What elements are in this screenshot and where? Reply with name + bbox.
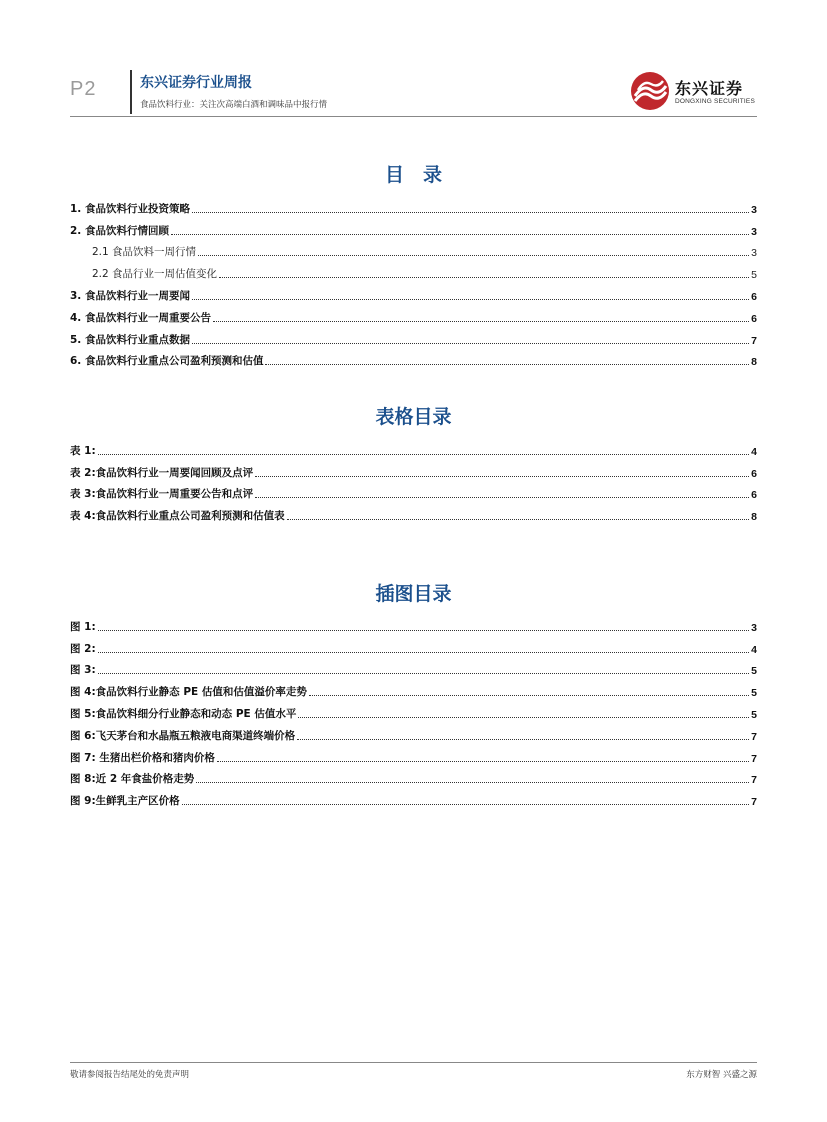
toc-leader-dots <box>98 672 749 674</box>
toc-leader-dots <box>182 803 749 805</box>
figure-toc-entry-label: 图 7: 生猪出栏价格和猪肉价格 <box>70 751 215 764</box>
figure-toc-entry[interactable] <box>70 765 757 787</box>
toc-leader-dots <box>217 760 749 762</box>
figure-toc-entry-page: 5 <box>751 687 757 700</box>
toc-leader-dots <box>98 629 749 631</box>
toc-entry-label: 2.2 食品行业一周估值变化 <box>92 268 218 281</box>
figure-toc-entry[interactable] <box>70 612 757 634</box>
figure-toc-entry[interactable] <box>70 677 757 699</box>
toc-leader-dots <box>255 475 749 477</box>
toc-subentry[interactable] <box>70 259 757 281</box>
toc-entry[interactable] <box>70 347 757 369</box>
toc-entry-label: 3. 食品饮料行业一周要闻 <box>70 289 190 302</box>
figure-toc-entry-page: 7 <box>751 796 757 809</box>
figure-toc-entry[interactable] <box>70 699 757 721</box>
toc-entry-page: 7 <box>751 334 757 347</box>
toc-leader-dots <box>213 320 749 322</box>
logo-english-name: DONGXING SECURITIES <box>675 98 756 105</box>
table-toc-entry[interactable] <box>70 458 757 480</box>
toc-entry[interactable] <box>70 216 757 238</box>
table-toc-entry-label: 表 3:食品饮料行业一周重要公告和点评 <box>70 488 254 501</box>
figure-toc-entry-page: 7 <box>751 752 757 765</box>
toc-list <box>70 194 757 368</box>
figure-toc-entry[interactable] <box>70 721 757 743</box>
table-toc-entry-label: 表 1: <box>70 444 96 457</box>
table-toc-entry[interactable] <box>70 501 757 523</box>
figure-toc-entry-page: 3 <box>751 621 757 634</box>
toc-entry-page: 3 <box>751 247 757 260</box>
toc-entry-label: 6. 食品饮料行业重点公司盈利预测和估值 <box>70 355 264 368</box>
toc-leader-dots <box>298 716 749 718</box>
toc-leader-dots <box>192 342 749 344</box>
footer-slogan: 东方财智 兴盛之源 <box>686 1070 757 1080</box>
table-toc-entry-page: 6 <box>751 467 757 480</box>
toc-entry-label: 4. 食品饮料行业一周重要公告 <box>70 311 211 324</box>
toc-leader-dots <box>198 254 749 256</box>
table-toc-entry[interactable] <box>70 436 757 458</box>
toc-entry-page: 6 <box>751 290 757 303</box>
table-toc-entry-page: 4 <box>751 445 757 458</box>
figures-toc-title: 插图目录 <box>375 583 452 605</box>
toc-title: 目 录 <box>384 164 442 186</box>
tables-toc-title: 表格目录 <box>375 406 452 428</box>
toc-leader-dots <box>171 233 749 235</box>
header-bottom-rule <box>70 116 757 117</box>
toc-entry[interactable] <box>70 303 757 325</box>
figure-toc-entry-page: 7 <box>751 730 757 743</box>
toc-leader-dots <box>192 211 749 213</box>
dongxing-logo <box>629 70 759 114</box>
toc-entry-label: 5. 食品饮料行业重点数据 <box>70 333 190 346</box>
toc-leader-dots <box>98 453 749 455</box>
figure-toc-entry-label: 图 1: <box>70 620 96 633</box>
toc-entry-label: 2. 食品饮料行情回顾 <box>70 224 169 237</box>
toc-entry-page: 3 <box>751 203 757 216</box>
table-toc-entry-page: 6 <box>751 489 757 502</box>
report-subtitle: 食品饮料行业：关注次高端白酒和调味品中报行情 <box>140 100 328 110</box>
figures-toc-list <box>70 612 757 808</box>
figure-toc-entry-page: 4 <box>751 643 757 656</box>
figure-toc-entry-page: 5 <box>751 708 757 721</box>
toc-leader-dots <box>196 781 749 783</box>
toc-leader-dots <box>192 298 749 300</box>
header-divider <box>130 70 132 114</box>
toc-entry[interactable] <box>70 281 757 303</box>
figure-toc-entry-label: 图 9:生鲜乳主产区价格 <box>70 795 180 808</box>
figure-toc-entry-label: 图 2: <box>70 642 96 655</box>
toc-leader-dots <box>297 738 749 740</box>
footer-disclaimer-note: 敬请参阅报告结尾处的免责声明 <box>70 1070 190 1080</box>
figure-toc-entry-label: 图 4:食品饮料行业静态 PE 估值和估值溢价率走势 <box>70 686 307 699</box>
toc-entry[interactable] <box>70 325 757 347</box>
figure-toc-entry[interactable] <box>70 786 757 808</box>
figure-toc-entry[interactable] <box>70 656 757 678</box>
figure-toc-entry[interactable] <box>70 634 757 656</box>
toc-leader-dots <box>219 276 749 278</box>
table-toc-entry-label: 表 2:食品饮料行业一周要闻回顾及点评 <box>70 466 254 479</box>
figure-toc-entry-label: 图 8:近 2 年食盐价格走势 <box>70 773 195 786</box>
footer-rule <box>70 1062 757 1063</box>
table-toc-entry[interactable] <box>70 480 757 502</box>
toc-entry-page: 8 <box>751 356 757 369</box>
toc-entry-label: 2.1 食品饮料一周行情 <box>92 246 197 259</box>
toc-leader-dots <box>255 496 749 498</box>
figure-toc-entry-label: 图 3: <box>70 664 96 677</box>
toc-entry-label: 1. 食品饮料行业投资策略 <box>70 202 190 215</box>
logo-chinese-name: 东兴证券 <box>675 79 744 98</box>
toc-leader-dots <box>309 694 749 696</box>
toc-entry[interactable] <box>70 194 757 216</box>
toc-leader-dots <box>265 363 749 365</box>
toc-leader-dots <box>287 518 749 520</box>
figure-toc-entry-label: 图 6:飞天茅台和水晶瓶五粮液电商渠道终端价格 <box>70 729 296 742</box>
table-toc-entry-page: 8 <box>751 511 757 524</box>
figure-toc-entry-page: 5 <box>751 665 757 678</box>
figure-toc-entry[interactable] <box>70 743 757 765</box>
page-number: P2 <box>70 78 97 100</box>
toc-subentry[interactable] <box>70 238 757 260</box>
figure-toc-entry-page: 7 <box>751 774 757 787</box>
report-series-title: 东兴证券行业周报 <box>140 75 252 91</box>
table-toc-entry-label: 表 4:食品饮料行业重点公司盈利预测和估值表 <box>70 510 285 523</box>
toc-entry-page: 5 <box>751 269 757 282</box>
tables-toc-list <box>70 436 757 523</box>
toc-entry-page: 6 <box>751 312 757 325</box>
toc-entry-page: 3 <box>751 225 757 238</box>
figure-toc-entry-label: 图 5:食品饮料细分行业静态和动态 PE 估值水平 <box>70 707 297 720</box>
dongxing-logo-icon <box>629 70 671 112</box>
toc-leader-dots <box>98 651 749 653</box>
